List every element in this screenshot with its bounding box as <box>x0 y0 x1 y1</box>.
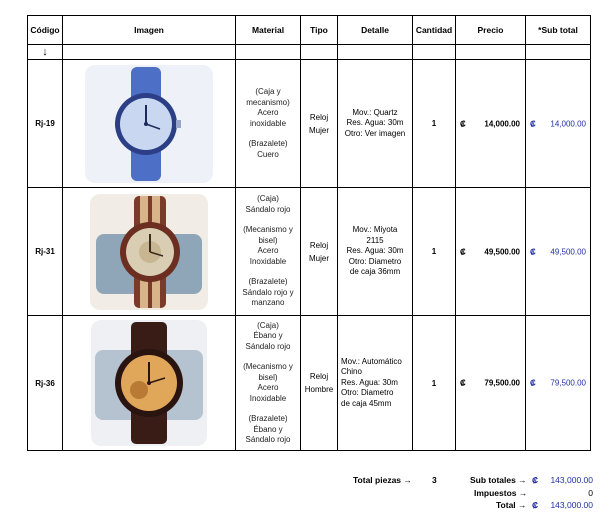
detalle-line: de caja 36mm <box>349 267 401 277</box>
header-cantidad: Cantidad <box>413 16 456 45</box>
header-row <box>28 16 591 45</box>
precio-value: 14,000.00 <box>484 119 520 128</box>
subtotal-value: 49,500.00 <box>550 247 586 256</box>
impuestos-label: Impuestos → <box>474 488 528 498</box>
header-precio: Precio <box>456 16 526 45</box>
material-line: Acero <box>257 383 279 392</box>
product-image-cell <box>63 60 236 188</box>
subtotal-value: 14,000.00 <box>550 119 586 128</box>
tipo-cell <box>301 60 338 188</box>
tipo-line: Mujer <box>308 125 329 135</box>
currency-symbol: ₡ <box>460 119 466 128</box>
header-tipo: Tipo <box>301 16 338 45</box>
material-line: manzano <box>251 298 285 308</box>
tipo-line: Reloj <box>309 240 329 250</box>
precio-cell <box>456 188 526 316</box>
precio-value: 79,500.00 <box>484 378 520 388</box>
product-code: Rj-31 <box>28 188 63 316</box>
material-line: Ébano y <box>253 424 283 434</box>
detalle-line: Mov.: Quartz <box>352 107 398 117</box>
precio-value: 49,500.00 <box>484 247 520 256</box>
total-piezas-label: Total piezas → <box>353 475 412 485</box>
tipo-cell <box>301 316 338 451</box>
detalle-cell <box>338 60 413 188</box>
material-line: Sándalo rojo y <box>242 287 294 297</box>
detalle-line: Mov.: Miyota <box>352 225 398 235</box>
subtotal-cell <box>526 188 591 316</box>
material-line: inoxidable <box>249 118 287 128</box>
material-line: Acero <box>257 108 279 117</box>
material-line: Sándalo rojo <box>245 435 291 444</box>
sort-row <box>28 45 591 60</box>
header-imagen: Imagen <box>63 16 236 45</box>
material-line: Sándalo rojo <box>245 341 291 351</box>
tipo-line: Reloj <box>309 372 329 381</box>
material-cell <box>236 316 301 451</box>
currency-symbol: ₡ <box>530 247 536 256</box>
detalle-line: Chino <box>341 367 362 377</box>
header-subtotal: *Sub total <box>526 16 591 45</box>
header-material: Material <box>236 16 301 45</box>
tipo-line: Mujer <box>308 253 329 263</box>
sub-totales-value: 143,000.00 <box>550 475 593 485</box>
detalle-line: Mov.: Automático <box>341 356 402 366</box>
product-image-cell <box>63 188 236 316</box>
material-line: mecanismo) <box>246 97 290 107</box>
sort-arrow-icon[interactable]: ↓ <box>28 45 63 60</box>
material-line: bisel) <box>258 372 278 382</box>
subtotal-cell <box>526 316 591 451</box>
currency-symbol: ₡ <box>532 475 539 485</box>
material-line: Acero <box>257 246 279 256</box>
detalle-line: Otro: Diametro <box>348 256 402 266</box>
material-line: (Brazalete) <box>248 414 288 423</box>
material-line: Inoxidable <box>249 256 287 266</box>
material-line: bisel) <box>258 235 278 245</box>
detalle-line: Res. Agua: 30m <box>341 377 398 387</box>
table-row <box>28 60 591 188</box>
material-cell <box>236 60 301 188</box>
material-line: Ébano y <box>253 331 283 340</box>
precio-cell <box>456 60 526 188</box>
material-line: (Caja) <box>257 320 279 330</box>
tipo-cell <box>301 188 338 316</box>
cantidad-cell: 1 <box>413 316 456 451</box>
currency-symbol: ₡ <box>460 378 466 388</box>
material-line: (Mecanismo y <box>243 225 293 235</box>
watch-photo <box>85 65 213 183</box>
detalle-line: Res. Agua: 30m <box>346 118 404 128</box>
material-line: Sándalo rojo <box>245 204 291 214</box>
material-line: (Caja) <box>257 194 279 204</box>
impuestos-value: 0 <box>588 488 593 498</box>
header-codigo: Código <box>28 16 63 45</box>
sub-totales-label: Sub totales → <box>470 475 527 485</box>
tipo-line: Reloj <box>309 112 329 122</box>
material-line: Cuero <box>257 149 279 159</box>
subtotal-value: 79,500.00 <box>550 378 586 388</box>
currency-symbol: ₡ <box>530 119 536 128</box>
product-table <box>27 15 591 451</box>
total-value: 143,000.00 <box>550 500 593 510</box>
detalle-cell <box>338 188 413 316</box>
currency-symbol: ₡ <box>530 378 536 388</box>
cantidad-cell: 1 <box>413 60 456 188</box>
detalle-line: Otro: Ver imagen <box>344 128 406 138</box>
tipo-line: Hombre <box>304 385 334 394</box>
material-line: (Brazalete) <box>248 277 288 287</box>
currency-symbol: ₡ <box>460 247 466 256</box>
cantidad-cell: 1 <box>413 188 456 316</box>
detalle-line: 2115 <box>366 235 384 245</box>
material-line: (Mecanismo y <box>243 362 293 371</box>
product-code: Rj-36 <box>28 316 63 451</box>
total-label: Total → <box>496 500 527 510</box>
product-image-cell <box>63 316 236 451</box>
detalle-cell <box>338 316 413 451</box>
subtotal-cell <box>526 60 591 188</box>
table-row <box>28 316 591 451</box>
total-piezas-value: 3 <box>432 475 437 485</box>
currency-symbol: ₡ <box>532 500 539 510</box>
detalle-line: Otro: Diametro <box>341 388 394 398</box>
detalle-line: de caja 45mm <box>341 398 392 408</box>
header-detalle: Detalle <box>338 16 413 45</box>
material-line: (Caja y <box>255 87 281 96</box>
watch-photo <box>91 320 207 446</box>
precio-cell <box>456 316 526 451</box>
material-line: (Brazalete) <box>248 139 288 148</box>
detalle-line: Res. Agua: 30m <box>346 246 404 256</box>
watch-photo <box>90 194 208 310</box>
table-row <box>28 188 591 316</box>
product-code: Rj-19 <box>28 60 63 188</box>
material-cell <box>236 188 301 316</box>
material-line: Inoxidable <box>249 393 287 403</box>
